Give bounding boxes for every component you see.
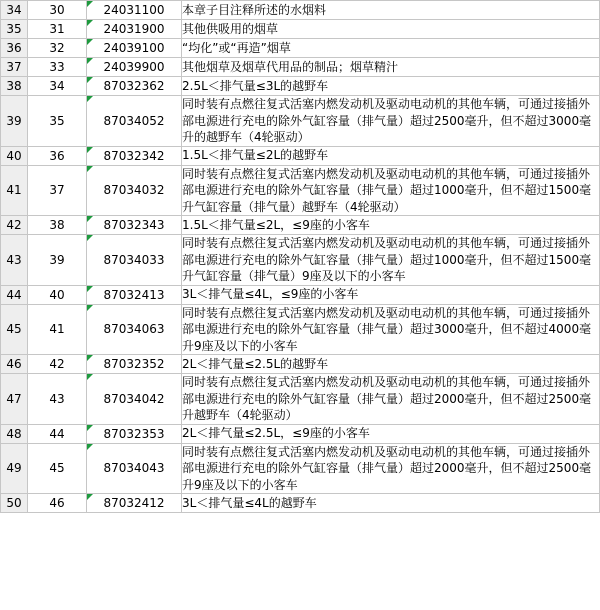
cell-seq[interactable]: 40 bbox=[28, 285, 87, 304]
table-row bbox=[1, 20, 600, 39]
cell-code[interactable]: 87034063 bbox=[87, 304, 182, 355]
cell-code[interactable]: 24039100 bbox=[87, 39, 182, 58]
cell-code[interactable]: 87034032 bbox=[87, 165, 182, 216]
cell-description[interactable]: 本章子目注释所述的水烟料 bbox=[182, 1, 600, 20]
spreadsheet-body bbox=[1, 1, 600, 513]
table-row bbox=[1, 39, 600, 58]
cell-code[interactable]: 87034033 bbox=[87, 235, 182, 286]
table-row bbox=[1, 443, 600, 494]
cell-description[interactable]: 同时装有点燃往复式活塞内燃发动机及驱动电动机的其他车辆，可通过接插外部电源进行充电的除外气缸容量（排气量）超过1000毫升，但不超过1500毫升气缸容量（排气量）9座及以下的小客车 bbox=[182, 235, 600, 286]
row-header[interactable]: 49 bbox=[1, 443, 28, 494]
row-header[interactable]: 47 bbox=[1, 374, 28, 425]
cell-code[interactable]: 87032342 bbox=[87, 146, 182, 165]
cell-description[interactable]: 其他烟草及烟草代用品的制品；烟草精汁 bbox=[182, 58, 600, 77]
table-row bbox=[1, 96, 600, 147]
cell-description[interactable]: 1.5L＜排气量≤2L，≤9座的小客车 bbox=[182, 216, 600, 235]
row-header[interactable]: 37 bbox=[1, 58, 28, 77]
cell-seq[interactable]: 38 bbox=[28, 216, 87, 235]
cell-code[interactable]: 87032413 bbox=[87, 285, 182, 304]
row-header[interactable]: 42 bbox=[1, 216, 28, 235]
row-header[interactable]: 50 bbox=[1, 494, 28, 513]
cell-seq[interactable]: 32 bbox=[28, 39, 87, 58]
cell-seq[interactable]: 44 bbox=[28, 424, 87, 443]
table-row bbox=[1, 165, 600, 216]
row-header[interactable]: 34 bbox=[1, 1, 28, 20]
table-row bbox=[1, 146, 600, 165]
table-row bbox=[1, 285, 600, 304]
cell-seq[interactable]: 33 bbox=[28, 58, 87, 77]
cell-code[interactable]: 87032362 bbox=[87, 77, 182, 96]
cell-seq[interactable]: 43 bbox=[28, 374, 87, 425]
row-header[interactable]: 43 bbox=[1, 235, 28, 286]
cell-seq[interactable]: 46 bbox=[28, 494, 87, 513]
cell-seq[interactable]: 39 bbox=[28, 235, 87, 286]
cell-seq[interactable]: 31 bbox=[28, 20, 87, 39]
cell-description[interactable]: 同时装有点燃往复式活塞内燃发动机及驱动电动机的其他车辆，可通过接插外部电源进行充电的除外气缸容量（排气量）超过2500毫升，但不超过3000毫升的越野车（4轮驱动） bbox=[182, 96, 600, 147]
cell-description[interactable]: 同时装有点燃往复式活塞内燃发动机及驱动电动机的其他车辆，可通过接插外部电源进行充电的除外气缸容量（排气量）超过2000毫升，但不超过2500毫升9座及以下的小客车 bbox=[182, 443, 600, 494]
cell-code[interactable]: 87032412 bbox=[87, 494, 182, 513]
row-header[interactable]: 48 bbox=[1, 424, 28, 443]
cell-code[interactable]: 87032343 bbox=[87, 216, 182, 235]
cell-description[interactable]: 同时装有点燃往复式活塞内燃发动机及驱动电动机的其他车辆，可通过接插外部电源进行充电的除外气缸容量（排气量）超过3000毫升，但不超过4000毫升9座及以下的小客车 bbox=[182, 304, 600, 355]
table-row bbox=[1, 235, 600, 286]
table-row bbox=[1, 304, 600, 355]
row-header[interactable]: 38 bbox=[1, 77, 28, 96]
cell-description[interactable]: 同时装有点燃往复式活塞内燃发动机及驱动电动机的其他车辆，可通过接插外部电源进行充电的除外气缸容量（排气量）超过1000毫升，但不超过1500毫升气缸容量（排气量）越野车（4轮驱动） bbox=[182, 165, 600, 216]
table-row bbox=[1, 77, 600, 96]
cell-code[interactable]: 24031900 bbox=[87, 20, 182, 39]
table-row bbox=[1, 374, 600, 425]
cell-code[interactable]: 87034043 bbox=[87, 443, 182, 494]
cell-seq[interactable]: 36 bbox=[28, 146, 87, 165]
table-row bbox=[1, 1, 600, 20]
cell-code[interactable]: 87034042 bbox=[87, 374, 182, 425]
cell-code[interactable]: 87034052 bbox=[87, 96, 182, 147]
cell-code[interactable]: 87032352 bbox=[87, 355, 182, 374]
cell-description[interactable]: 2.5L＜排气量≤3L的越野车 bbox=[182, 77, 600, 96]
cell-seq[interactable]: 34 bbox=[28, 77, 87, 96]
row-header[interactable]: 39 bbox=[1, 96, 28, 147]
table-row bbox=[1, 58, 600, 77]
row-header[interactable]: 44 bbox=[1, 285, 28, 304]
cell-seq[interactable]: 37 bbox=[28, 165, 87, 216]
cell-seq[interactable]: 30 bbox=[28, 1, 87, 20]
row-header[interactable]: 35 bbox=[1, 20, 28, 39]
row-header[interactable]: 40 bbox=[1, 146, 28, 165]
row-header[interactable]: 46 bbox=[1, 355, 28, 374]
table-row bbox=[1, 494, 600, 513]
row-header[interactable]: 45 bbox=[1, 304, 28, 355]
cell-code[interactable]: 24039900 bbox=[87, 58, 182, 77]
cell-description[interactable]: 2L＜排气量≤2.5L，≤9座的小客车 bbox=[182, 424, 600, 443]
cell-description[interactable]: 同时装有点燃往复式活塞内燃发动机及驱动电动机的其他车辆，可通过接插外部电源进行充电的除外气缸容量（排气量）超过2000毫升，但不超过2500毫升越野车（4轮驱动） bbox=[182, 374, 600, 425]
table-row bbox=[1, 355, 600, 374]
cell-seq[interactable]: 35 bbox=[28, 96, 87, 147]
cell-description[interactable]: 3L＜排气量≤4L，≤9座的小客车 bbox=[182, 285, 600, 304]
cell-seq[interactable]: 42 bbox=[28, 355, 87, 374]
cell-code[interactable]: 24031100 bbox=[87, 1, 182, 20]
cell-description[interactable]: “均化”或“再造”烟草 bbox=[182, 39, 600, 58]
cell-code[interactable]: 87032353 bbox=[87, 424, 182, 443]
row-header[interactable]: 41 bbox=[1, 165, 28, 216]
cell-description[interactable]: 其他供吸用的烟草 bbox=[182, 20, 600, 39]
cell-seq[interactable]: 45 bbox=[28, 443, 87, 494]
cell-description[interactable]: 3L＜排气量≤4L的越野车 bbox=[182, 494, 600, 513]
cell-description[interactable]: 2L＜排气量≤2.5L的越野车 bbox=[182, 355, 600, 374]
table-row bbox=[1, 424, 600, 443]
cell-description[interactable]: 1.5L＜排气量≤2L的越野车 bbox=[182, 146, 600, 165]
row-header[interactable]: 36 bbox=[1, 39, 28, 58]
table-row bbox=[1, 216, 600, 235]
cell-seq[interactable]: 41 bbox=[28, 304, 87, 355]
